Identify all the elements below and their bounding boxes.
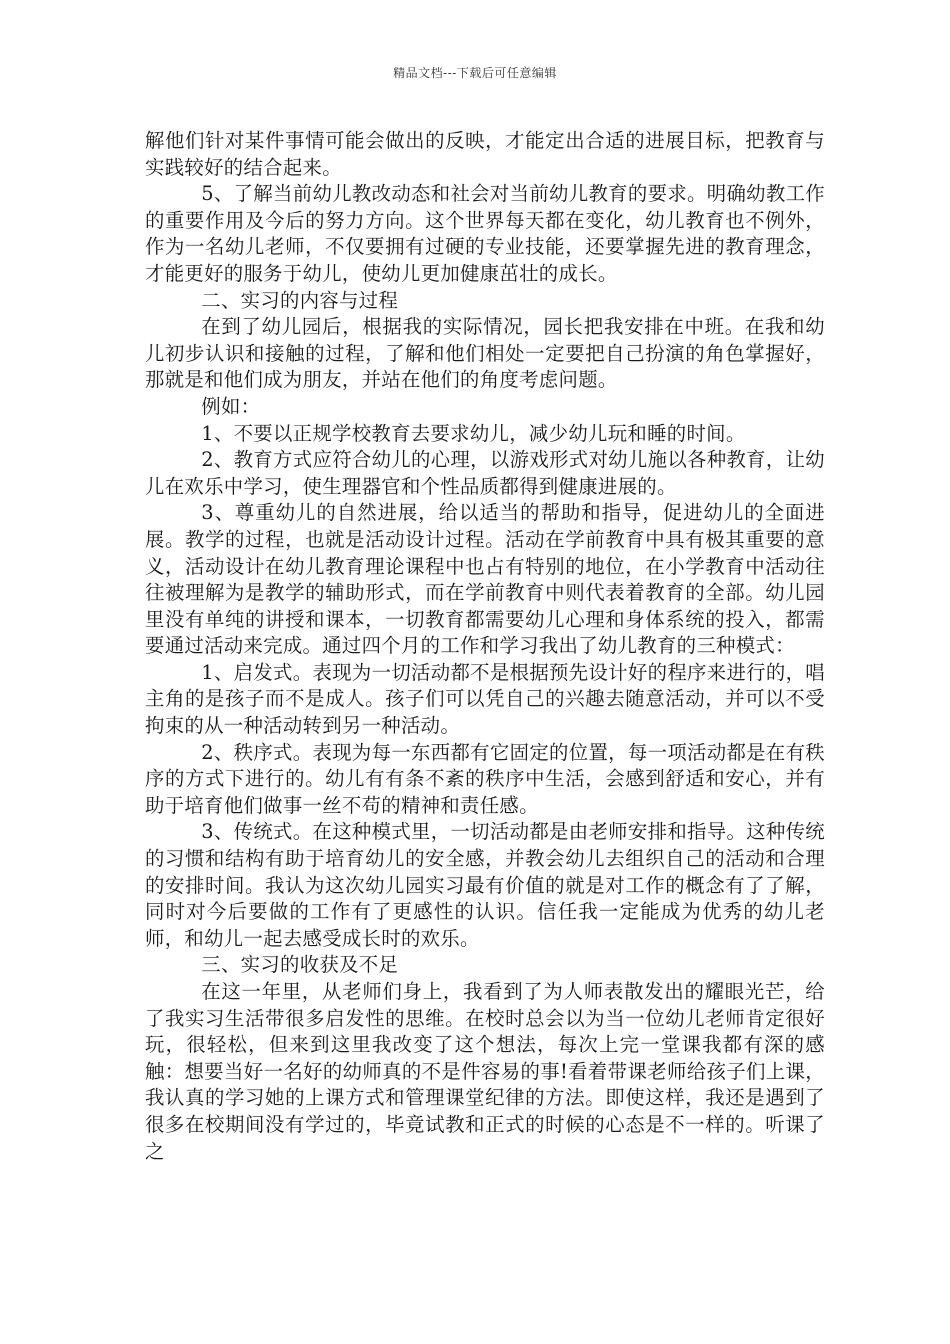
list-item: 2、秩序式。表现为每一东西都有它固定的位置，每一项活动都是在有秩序的方式下进行的。幼儿有有条不紊的秩序中生活，会感到舒适和安心，并有助于培育他们做事一丝不苟的精神和责任感。 (145, 740, 825, 817)
paragraph: 解他们针对某件事情可能会做出的反映，才能定出合适的进展目标，把教育与实践较好的结合起来。 (145, 129, 825, 179)
section-heading: 二、实习的内容与过程 (201, 288, 399, 312)
paragraph: 例如： (201, 394, 261, 418)
section-heading: 三、实习的收获及不足 (201, 953, 399, 977)
list-item: 3、传统式。在这种模式里，一切活动都是由老师安排和指导。这种传统的习惯和结构有助于培育幼儿的安全感，并教会幼儿去组织自己的活动和合理的安排时间。我认为这次幼儿园实习最有价值的就是对工作的概念有了了解，同时对今后要做的工作有了更感性的认识。信任我一定能成为优秀的幼儿老师，和幼儿一起去感受成长时的欢乐。 (145, 820, 825, 950)
paragraph: 5、了解当前幼儿教改动态和社会对当前幼儿教育的要求。明确幼教工作的重要作用及今后的努力方向。这个世界每天都在变化，幼儿教育也不例外，作为一名幼儿老师，不仅要拥有过硬的专业技能，还要掌握先进的教育理念，才能更好的服务于幼儿，使幼儿更加健康茁壮的成长。 (145, 182, 825, 285)
list-item: 3、尊重幼儿的自然进展，给以适当的帮助和指导，促进幼儿的全面进展。教学的过程，也就是活动设计过程。活动在学前教育中具有极其重要的意义，活动设计在幼儿教育理论课程中也占有特别的地位，在小学教育中活动往往被理解为是教学的辅助形式，而在学前教育中则代表着教育的全部。幼儿园里没有单纯的讲授和课本，一切教育都需要幼儿心理和身体系统的投入，都需要通过活动来完成。通过四个月的工作和学习我出了幼儿教育的三种模式： (145, 501, 825, 658)
page-header: 精品文档---下载后可任意编辑 (393, 66, 557, 80)
paragraph: 在这一年里，从老师们身上，我看到了为人师表散发出的耀眼光芒，给了我实习生活带很多启发性的思维。在校时总会以为当一位幼儿老师肯定很好玩，很轻松，但来到这里我改变了这个想法，每次上完一堂课我都有深的感触：想要当好一名好的幼师真的不是件容易的事!看着带课老师给孩子们上课，我认真的学习她的上课方式和管理课堂纪律的方法。即使这样，我还是遇到了很多在校期间没有学过的，毕竟试教和正式的时候的心态是不一样的。听课了之 (145, 980, 825, 1163)
list-item: 1、启发式。表现为一切活动都不是根据预先设计好的程序来进行的，唱主角的是孩子而不是成人。孩子们可以凭自己的兴趣去随意活动，并可以不受拘束的从一种活动转到另一种活动。 (145, 660, 825, 738)
paragraph: 在到了幼儿园后，根据我的实际情况，园长把我安排在中班。在我和幼儿初步认识和接触的过程，了解和他们相处一定要把自己扮演的角色掌握好，那就是和他们成为朋友，并站在他们的角度考虑问题。 (145, 315, 825, 392)
document-body (145, 128, 825, 1165)
list-item: 1、不要以正规学校教育去要求幼儿，减少幼儿玩和睡的时间。 (201, 421, 746, 445)
list-item: 2、教育方式应符合幼儿的心理，以游戏形式对幼儿施以各种教育，让幼儿在欢乐中学习，使生理器官和个性品质都得到健康进展的。 (145, 448, 825, 498)
